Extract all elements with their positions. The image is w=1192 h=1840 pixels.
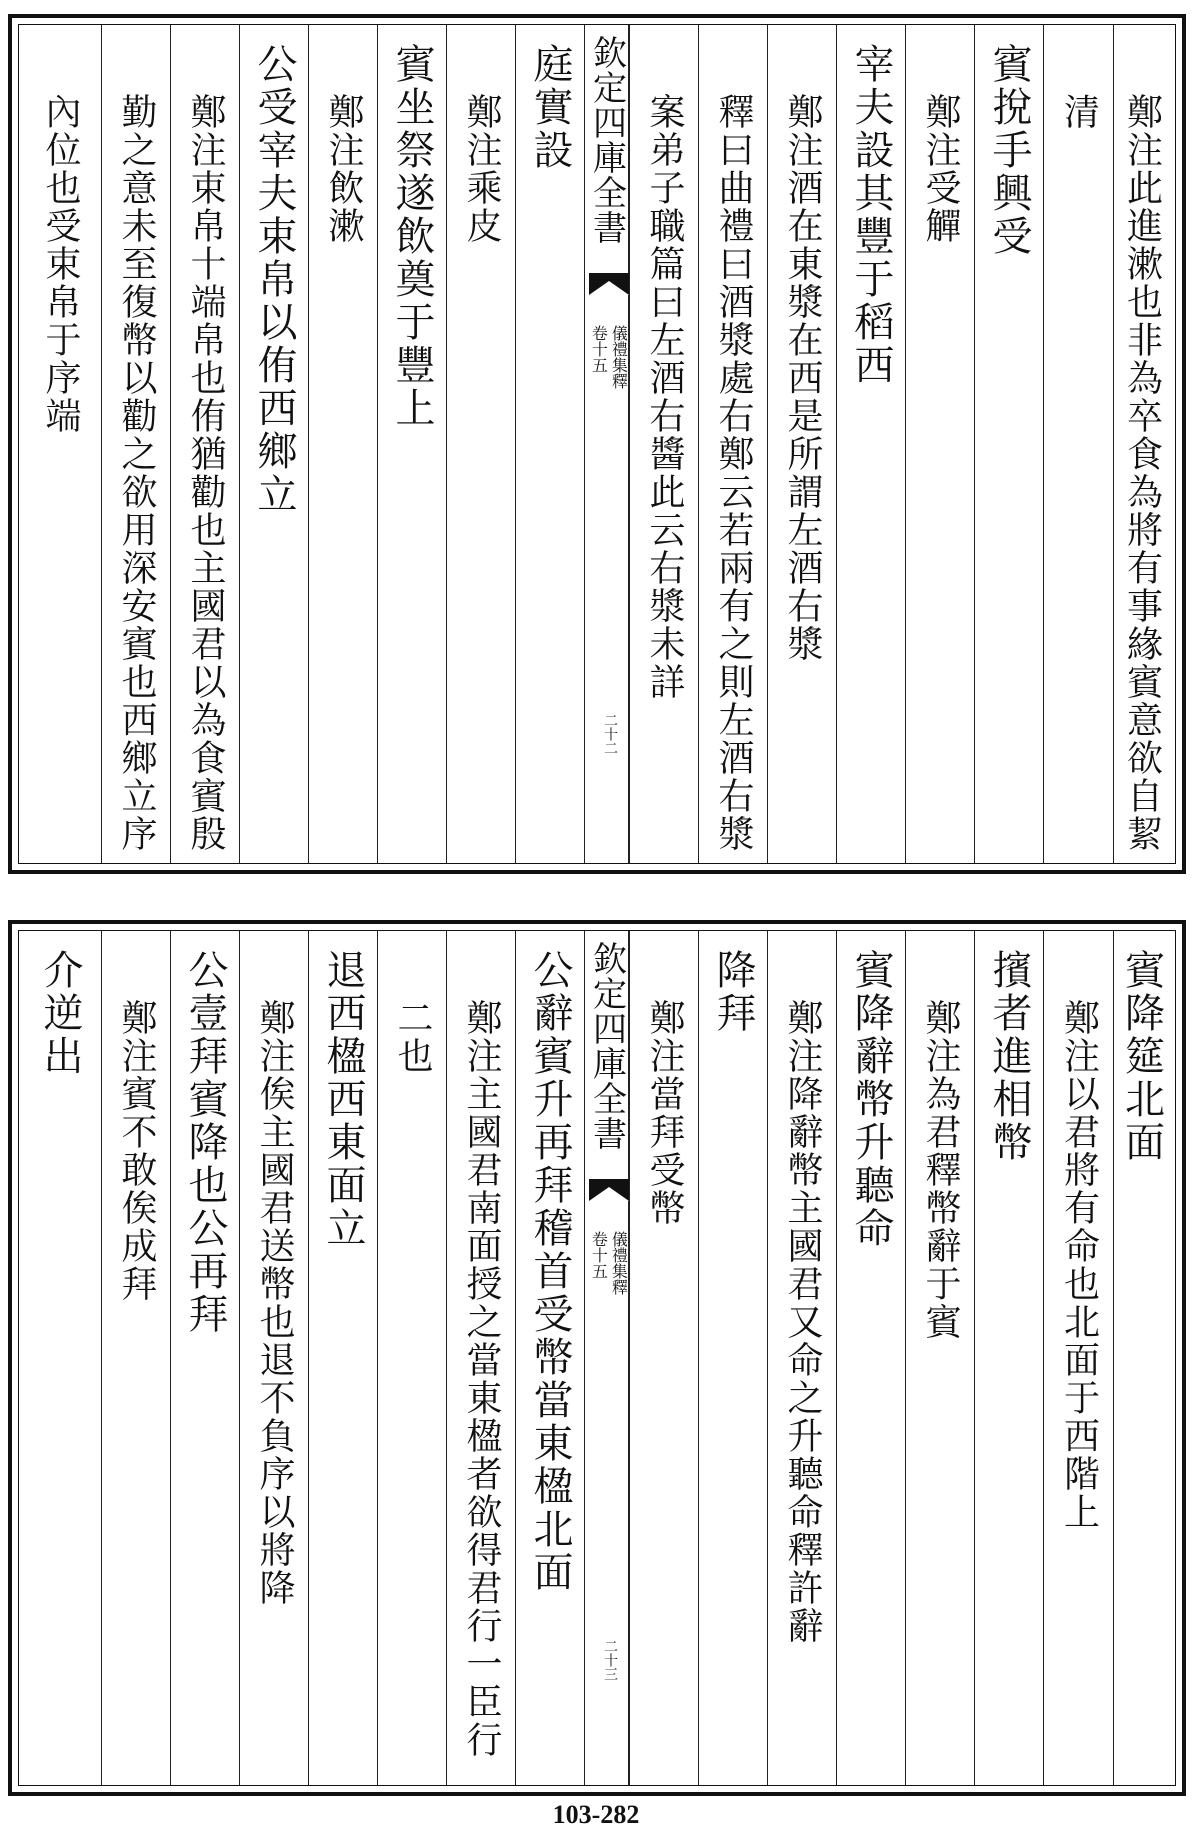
text-column: 內位也受束帛于序端 [40, 93, 81, 435]
text-column: 公壹拜賓降也公再拜 [170, 931, 239, 1785]
text-column: 賓坐祭遂飲奠于豐上 [377, 25, 446, 863]
text-column: 鄭注以君將有命也北面于西階上 [1043, 931, 1113, 1785]
page-number: 二十二 [602, 713, 618, 755]
text-column: 鄭注此進漱也非為卒食為將有事緣賓意欲自絜 [1113, 25, 1169, 863]
text-column: 二也 [377, 931, 446, 1785]
text-column: 退西楹西東面立 [308, 931, 377, 1785]
text-column: 鄭注降辭幣主國君又命之升聽命釋許辭 [767, 931, 836, 1785]
fishtail-ornament [589, 273, 629, 295]
text-column: 勤之意未至復幣以勸之欲用深安賓也西鄉立序 [101, 25, 170, 863]
text-column: 鄭注受觶 [905, 25, 974, 863]
page-frame [18, 24, 1176, 864]
text-column: 賓挩手興受 [974, 25, 1043, 863]
text-column: 釋曰曲禮曰酒漿處右鄭云若兩有之則左酒右漿 [698, 25, 767, 863]
text-column: 宰夫設其豐于稻西 [836, 25, 905, 863]
volume-label: 卷十五 [589, 1231, 609, 1279]
text-column: 清 [1043, 25, 1113, 863]
scan-page-id: 103-282 [552, 1800, 640, 1829]
text-column: 公受宰夫束帛以侑西鄉立 [239, 25, 308, 863]
center-column [584, 25, 629, 863]
text-column: 案弟子職篇曰左酒右醬此云右漿未詳 [629, 25, 698, 863]
book-title: 儀禮集釋 [609, 325, 629, 389]
text-column: 鄭注賓不敢俟成拜 [101, 931, 170, 1785]
text-column: 介逆出 [37, 949, 83, 1078]
text-column: 鄭注束帛十端帛也侑猶勸也主國君以為食賓殷 [170, 25, 239, 863]
text-column: 公辭賓升再拜稽首受幣當東楹北面 [515, 931, 584, 1785]
text-column: 降拜 [698, 931, 767, 1785]
text-column: 賓降辭幣升聽命 [836, 931, 905, 1785]
text-column: 鄭注俟主國君送幣也退不負序以將降 [239, 931, 308, 1785]
page-panel-top [8, 14, 1186, 874]
book-series-title: 欽定四庫全書 [586, 941, 627, 1151]
text-column: 鄭注當拜受幣 [629, 931, 698, 1785]
text-column: 鄭注為君釋幣辭于賓 [905, 931, 974, 1785]
book-title: 儀禮集釋 [609, 1231, 629, 1295]
center-column [584, 931, 629, 1785]
page-frame [18, 930, 1176, 1786]
page-panel-bottom [8, 920, 1186, 1796]
text-column: 鄭注乘皮 [446, 25, 515, 863]
volume-label: 卷十五 [589, 325, 609, 373]
book-series-title: 欽定四庫全書 [586, 35, 627, 245]
text-column: 鄭注酒在東漿在西是所謂左酒右漿 [767, 25, 836, 863]
text-column: 賓降筵北面 [1113, 931, 1169, 1785]
text-column: 擯者進相幣 [974, 931, 1043, 1785]
page-number: 二十三 [602, 1639, 618, 1681]
text-column: 鄭注主國君南面授之當東楹者欲得君行一臣行 [446, 931, 515, 1785]
fishtail-ornament [589, 1179, 629, 1201]
text-column: 庭實設 [515, 25, 584, 863]
text-column: 鄭注飲漱 [308, 25, 377, 863]
